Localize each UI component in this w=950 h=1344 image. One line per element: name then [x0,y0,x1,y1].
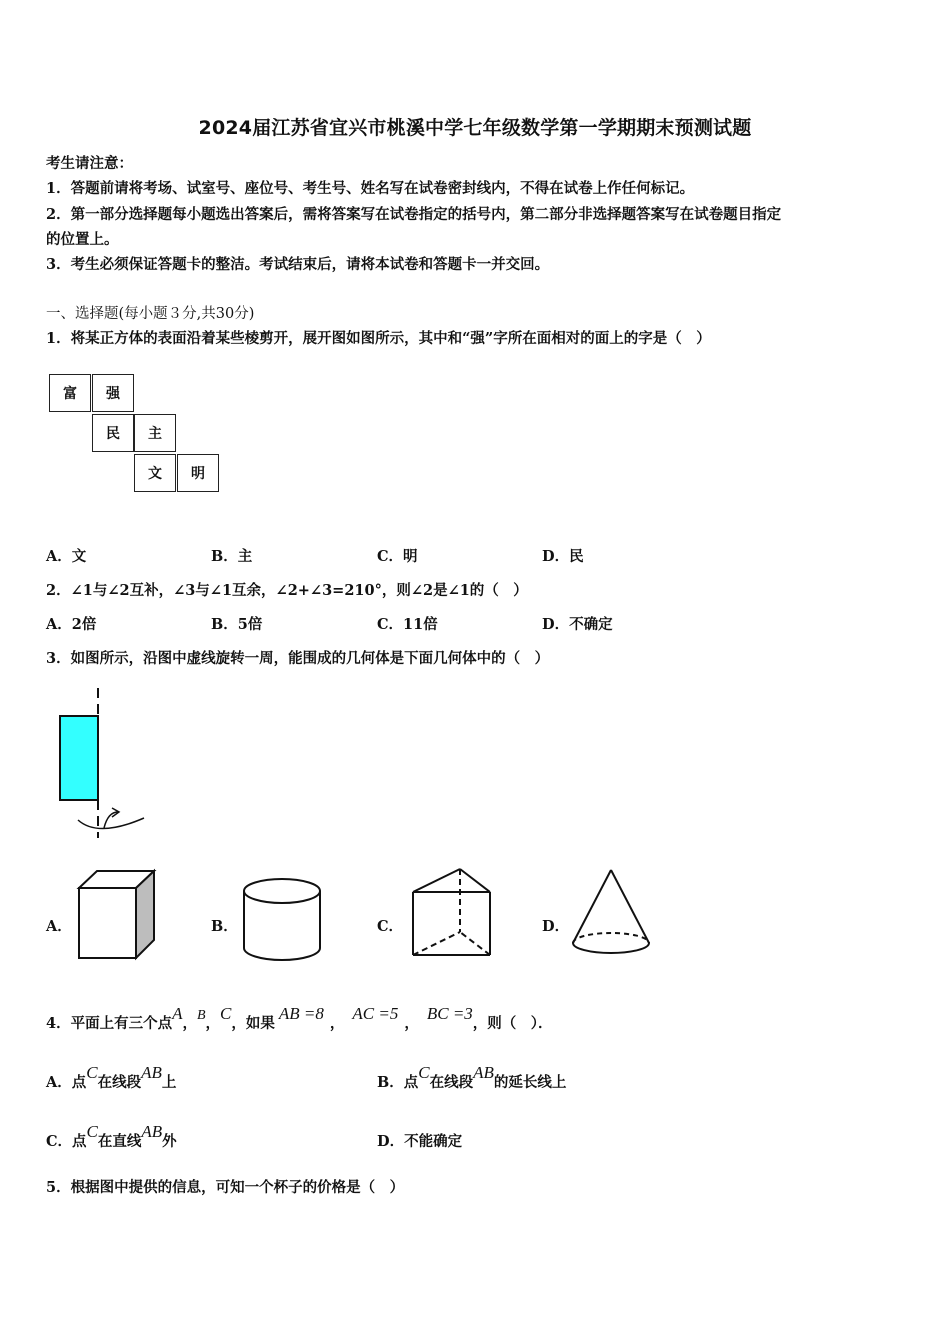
q4-option-a[interactable] [46,1063,177,1092]
q4-a-ab: AB [141,1063,162,1082]
net-cell-min: 民 [92,414,134,452]
notice-item-2: 2．第一部分选择题每小题选出答案后，需将答案写在试卷指定的括号内，第二部分非选择题答案写在试卷题目指定 [46,206,782,223]
q4-if: ，如果 [231,1015,275,1032]
q2-option-a[interactable]: A．2倍 [46,616,97,633]
q4-b-label: B．点 [377,1074,419,1091]
q4-b-ab: AB [473,1063,494,1082]
cube-figure [79,871,154,958]
q3-option-b[interactable]: B． [211,918,238,935]
q4-option-c[interactable] [46,1122,177,1151]
q4-c-c: C [86,1122,98,1141]
q1-option-d[interactable]: D．民 [542,548,584,565]
q2-option-d[interactable]: D．不确定 [542,616,613,633]
net-cell-ming: 明 [177,454,219,492]
net-cell-wen: 文 [134,454,176,492]
q4-c-mid: 在直线 [97,1133,142,1150]
q4-tail: ，则（ ）． [472,1015,553,1032]
q4-c-ab: AB [141,1122,163,1141]
notice-item-2-cont: 的位置上。 [46,231,119,248]
question-5-text: 5．根据图中提供的信息，可知一个杯子的价格是（ ） [46,1179,405,1196]
notice-item-1: 1．答题前请将考场、试室号、座位号、考生号、姓名写在试卷密封线内，不得在试卷上作任何标记。 [46,180,695,197]
q4-b-end: 的延长线上 [493,1074,567,1091]
ac-length: AC =5 [352,1004,399,1023]
q4-c-end: 外 [162,1133,177,1150]
question-1-text: 1．将某正方体的表面沿着某些棱剪开，展开图如图所示，其中和“强”字所在面相对的面上的字是（ ） [46,330,711,347]
q4-comma-2: ， [205,1015,221,1032]
q1-option-c[interactable]: C．明 [377,548,418,565]
cone-figure [573,870,649,953]
point-b: B [196,1008,206,1023]
bc-length: BC =3 [426,1004,473,1023]
q2-option-b[interactable]: B．5倍 [211,616,263,633]
net-cell-qiang: 强 [92,374,134,412]
point-a: A [172,1004,183,1023]
net-cell-zhu: 主 [134,414,176,452]
q4-sep-2: ， [404,1015,419,1032]
q2-option-c[interactable]: C．11倍 [377,616,438,633]
q3-option-a[interactable]: A． [46,918,72,935]
q1-option-a[interactable]: A．文 [46,548,87,565]
cylinder-figure [244,879,320,960]
section-heading: 一、选择题(每小题３分,共30分) [46,306,255,322]
q4-c-label: C．点 [46,1133,87,1150]
q4-sep-1: ， [329,1015,345,1032]
q4-b-c: C [418,1063,430,1082]
net-cell-fu: 富 [49,374,91,412]
page-title: 2024届江苏省宜兴市桃溪中学七年级数学第一学期期末预测试题 [198,117,752,139]
question-2-text: 2．∠1与∠2互补，∠3与∠1互余，∠2+∠3=210°，则∠2是∠1的（ ） [46,582,528,599]
notice-item-3: 3．考生必须保证答题卡的整洁。考试结束后，请将本试卷和答题卡一并交回。 [46,256,550,273]
ab-length: AB =8 [278,1004,324,1023]
question-4-text [46,1004,553,1033]
question-3-text: 3．如图所示，沿图中虚线旋转一周，能围成的几何体是下面几何体中的（ ） [46,650,550,667]
notice-heading: 考生请注意： [46,155,133,172]
q4-comma-1: ， [182,1015,197,1032]
q3-option-d[interactable]: D． [542,918,570,935]
q4-option-d[interactable]: D．不能确定 [377,1133,463,1150]
q4-option-b[interactable] [377,1063,567,1092]
q4-a-c: C [86,1063,98,1082]
q1-option-b[interactable]: B．主 [211,548,253,565]
q4-a-label: A．点 [46,1074,87,1091]
q4-a-end: 上 [161,1074,177,1091]
prism-figure [413,869,490,955]
q4-b-mid: 在线段 [429,1074,474,1091]
q3-option-c[interactable]: C． [377,918,404,935]
point-c: C [220,1004,232,1023]
q4-a-mid: 在线段 [97,1074,142,1091]
q4-prefix: 4．平面上有三个点 [46,1015,173,1032]
